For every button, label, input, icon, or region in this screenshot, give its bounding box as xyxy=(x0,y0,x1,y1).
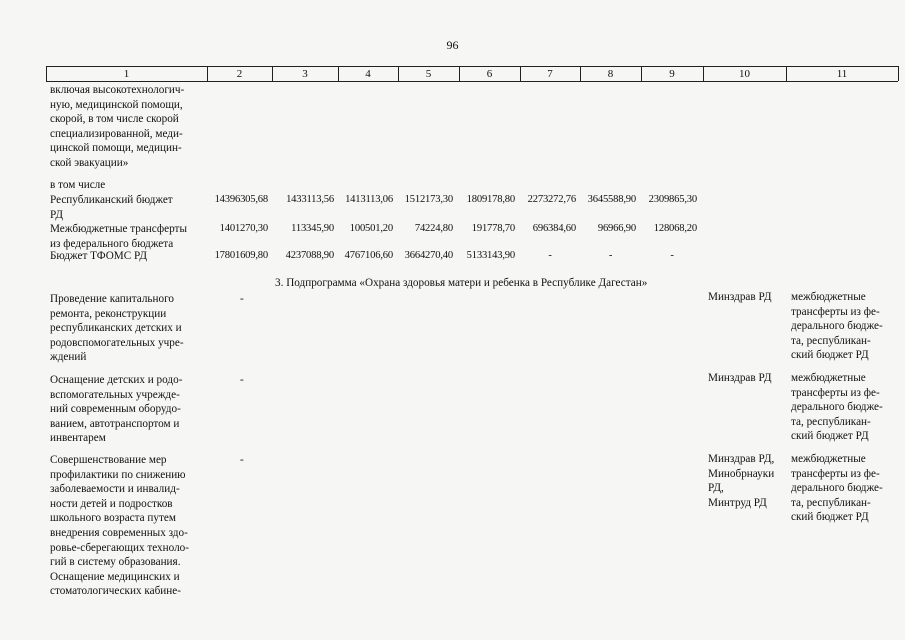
funding-source xyxy=(791,452,883,525)
column-number: 7 xyxy=(547,68,553,80)
label-line: ную, медицинской помощи, xyxy=(50,98,183,111)
value-cell: 191778,70 xyxy=(471,223,515,234)
source-line: трансферты из фе- xyxy=(791,467,880,480)
label-line: инвентарем xyxy=(50,432,106,445)
column-number: 6 xyxy=(486,68,493,80)
source-line: ский бюджет РД xyxy=(791,430,869,443)
executor xyxy=(708,371,771,386)
empty-value-dash: - xyxy=(240,293,244,305)
subprogram-heading: 3. Подпрограмма «Охрана здоровья матери и ребенка в Республике Дагестан» xyxy=(275,277,648,289)
value-cell: 128068,20 xyxy=(653,223,697,234)
value-cell: 113345,90 xyxy=(291,223,334,234)
source-line: межбюджетные xyxy=(791,291,866,303)
value-cell: 2273272,76 xyxy=(527,194,576,205)
label-line: школьного возраста путем xyxy=(50,512,176,525)
column-number: 1 xyxy=(123,68,130,80)
page-number: 96 xyxy=(446,38,459,52)
label-line: республиканских детских и xyxy=(50,322,182,335)
source-line: дерального бюдже- xyxy=(791,482,883,495)
source-line: межбюджетные xyxy=(791,372,866,384)
value-cell: 100501,20 xyxy=(349,223,393,234)
activity-label xyxy=(50,292,184,365)
source-line: дерального бюдже- xyxy=(791,320,883,333)
source-line: ский бюджет РД xyxy=(791,349,869,362)
source-line: та, республикан- xyxy=(791,496,871,509)
value-cell: 696384,60 xyxy=(532,223,576,234)
source-line: трансферты из фе- xyxy=(791,386,880,399)
label-line: ремонта, реконструкции xyxy=(50,307,167,320)
executor-line: Минобрнауки xyxy=(708,467,775,480)
label-line: стоматологических кабине- xyxy=(50,585,181,598)
value-cell: 1433113,56 xyxy=(286,194,334,205)
label-line: ровье-сберегающих техноло- xyxy=(50,541,189,554)
source-line: та, республикан- xyxy=(791,334,871,347)
value-cell: 3664270,40 xyxy=(404,250,453,261)
value-cell: 14396305,68 xyxy=(214,194,268,205)
value-cell: 17801609,80 xyxy=(214,250,268,261)
executor-line: Минздрав РД, xyxy=(708,453,775,465)
label-line: Оснащение детских и родо- xyxy=(50,374,183,386)
value-cell: - xyxy=(608,250,613,261)
funding-source xyxy=(791,290,883,363)
executor-line: Минздрав РД xyxy=(708,372,772,384)
value-cell: 96966,90 xyxy=(597,223,636,234)
value-cell: 1809178,80 xyxy=(466,194,515,205)
value-cell: - xyxy=(670,250,674,261)
label-line: Проведение капитального xyxy=(50,293,175,305)
label-line: вспомогательных учрежде- xyxy=(50,388,180,401)
funding-source xyxy=(791,371,883,444)
column-number: 10 xyxy=(739,68,750,80)
row-label xyxy=(50,193,173,222)
label-line: специализированной, меди- xyxy=(50,127,183,140)
value-cell: 74224,80 xyxy=(414,223,453,234)
column-number: 3 xyxy=(302,68,308,80)
value-cell: 2309865,30 xyxy=(648,194,697,205)
column-number: 4 xyxy=(365,68,371,80)
column-number: 9 xyxy=(669,68,675,80)
value-cell: 1401270,30 xyxy=(219,223,268,234)
label-line: ванием, автотранспортом и xyxy=(50,417,180,430)
label-line: Бюджет ТФОМС РД xyxy=(50,250,147,262)
label-line: Оснащение медицинских и xyxy=(50,570,180,583)
executor-line: РД, xyxy=(708,482,724,495)
label-line: из федерального бюджета xyxy=(50,237,174,250)
value-cell: 1413113,06 xyxy=(345,194,393,205)
source-line: ский бюджет РД xyxy=(791,511,869,524)
activity-label xyxy=(50,373,182,446)
value-cell: 3645588,90 xyxy=(587,194,636,205)
empty-value-dash: - xyxy=(240,374,244,386)
value-cell: 5133143,90 xyxy=(466,250,515,261)
label-line: гий в систему образования. xyxy=(50,556,181,569)
label-line: скорой, в том числе скорой xyxy=(50,113,179,126)
column-number: 2 xyxy=(236,68,243,80)
label-line: внедрения современных здо- xyxy=(50,526,188,539)
empty-value-dash: - xyxy=(240,454,244,466)
activity-label xyxy=(50,453,189,599)
executor-line: Минздрав РД xyxy=(708,291,772,303)
label-line: Республиканский бюджет xyxy=(50,194,173,206)
in-that-number-label: в том числе xyxy=(50,179,106,191)
label-line: цинской помощи, медицин- xyxy=(50,142,182,155)
label-line: ской эвакуации» xyxy=(50,156,129,169)
label-line: включая высокотехнологич- xyxy=(50,84,185,96)
label-line: РД xyxy=(50,208,64,221)
executor-line: Минтруд РД xyxy=(708,496,767,509)
label-line: Совершенствование мер xyxy=(50,454,167,466)
column-number: 11 xyxy=(836,68,848,80)
column-number: 5 xyxy=(425,68,432,80)
column-number: 8 xyxy=(607,68,614,80)
row-label xyxy=(50,249,147,264)
source-line: дерального бюдже- xyxy=(791,401,883,414)
source-line: та, республикан- xyxy=(791,415,871,428)
executor xyxy=(708,452,774,510)
source-line: трансферты из фе- xyxy=(791,305,880,318)
label-line: ждений xyxy=(50,351,87,364)
item-label-continuation xyxy=(50,83,184,171)
label-line: заболеваемости и инвалид- xyxy=(50,483,180,496)
label-line: ности детей и подростков xyxy=(50,497,173,510)
label-line: Межбюджетные трансферты xyxy=(50,223,187,235)
executor xyxy=(708,290,771,305)
label-line: ний современным оборудо- xyxy=(50,403,181,416)
value-cell: 1512173,30 xyxy=(404,194,453,205)
row-label xyxy=(50,222,187,251)
value-cell: 4767106,60 xyxy=(344,250,393,261)
label-line: родовспомогательных учре- xyxy=(50,336,184,349)
source-line: межбюджетные xyxy=(791,453,866,465)
value-cell: 4237088,90 xyxy=(285,250,334,261)
value-cell: - xyxy=(548,250,552,261)
label-line: профилактики по снижению xyxy=(50,468,186,481)
